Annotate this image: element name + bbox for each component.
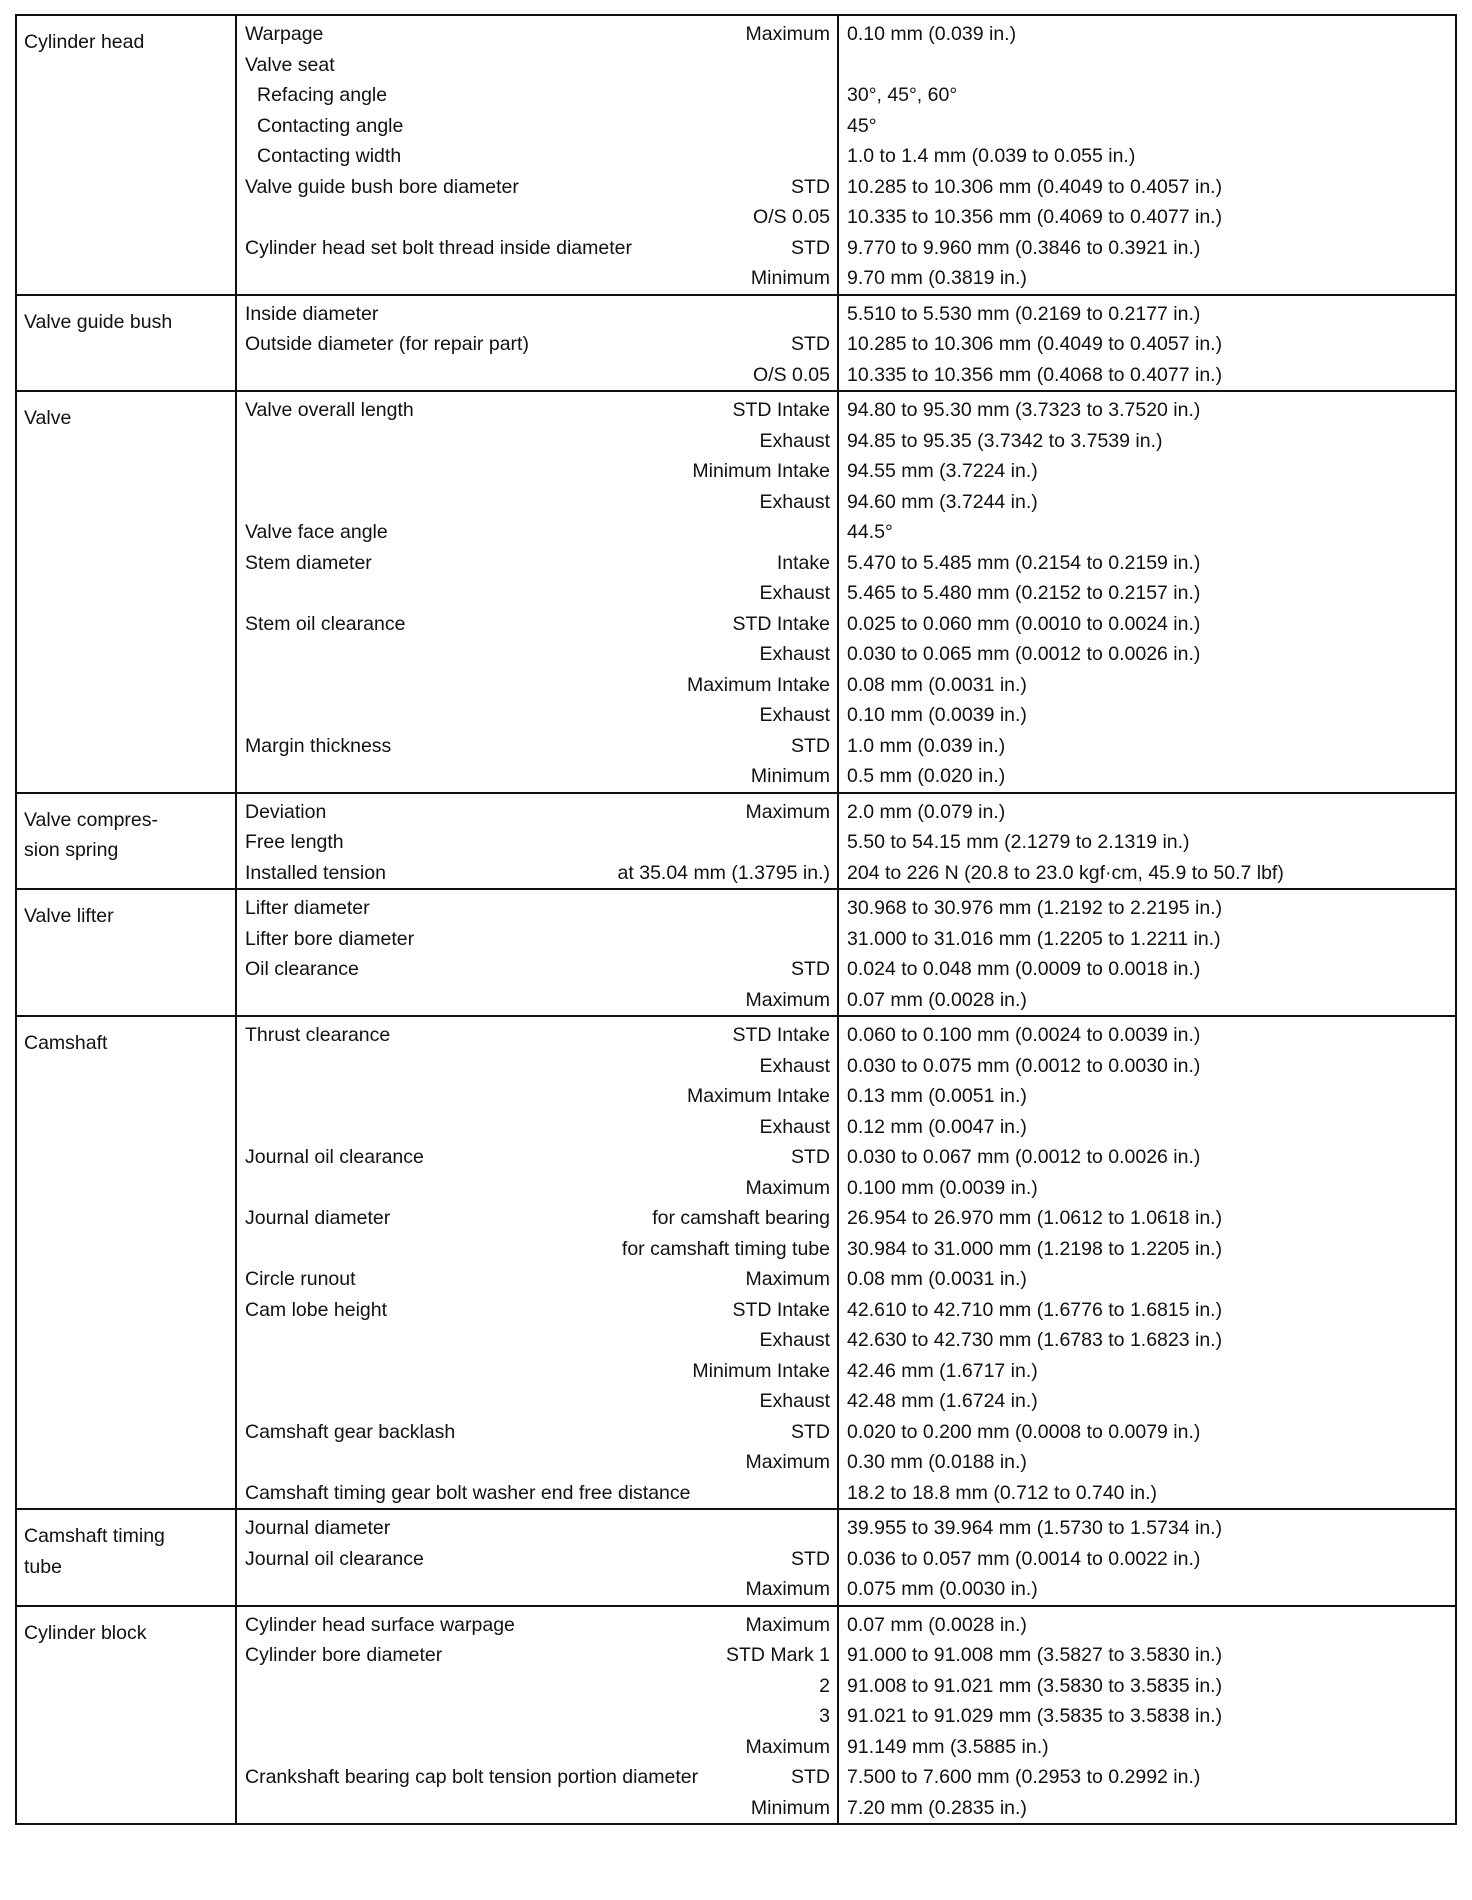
item-qualifier: STD xyxy=(791,1547,830,1570)
item-qualifier: Exhaust xyxy=(759,582,830,604)
item-label: Lifter bore diameter xyxy=(245,927,415,950)
item-value: 9.70 mm (0.3819 in.) xyxy=(847,267,1027,289)
section-row xyxy=(16,295,1456,392)
item-line xyxy=(237,299,837,330)
item-qualifier: Exhaust xyxy=(759,704,830,726)
item-value: 0.025 to 0.060 mm (0.0010 to 0.0024 in.) xyxy=(847,612,1201,635)
item-label xyxy=(245,670,687,701)
item-line xyxy=(237,202,837,233)
item-value: 1.0 to 1.4 mm (0.039 to 0.055 in.) xyxy=(847,145,1136,167)
item-cell xyxy=(236,295,838,392)
item-label xyxy=(245,1325,760,1356)
item-line xyxy=(237,1574,837,1605)
item-line xyxy=(237,893,837,924)
item-label: Journal oil clearance xyxy=(245,1547,424,1570)
item-value: 91.021 to 91.029 mm (3.5835 to 3.5838 in.) xyxy=(847,1705,1223,1727)
item-line xyxy=(237,858,837,889)
item-value: 45° xyxy=(847,114,877,137)
item-line xyxy=(237,1203,837,1234)
item-line xyxy=(237,233,837,264)
item-value: 0.07 mm (0.0028 in.) xyxy=(847,988,1027,1011)
item-label xyxy=(245,1234,622,1265)
component-name: Valve xyxy=(24,407,72,429)
section-row xyxy=(16,1016,1456,1509)
item-line xyxy=(237,797,837,828)
component-cell xyxy=(16,15,236,295)
item-line xyxy=(237,954,837,985)
value-cell xyxy=(838,889,1456,1016)
item-line xyxy=(237,1051,837,1082)
item-line xyxy=(237,1640,837,1671)
item-qualifier: Maximum xyxy=(745,1268,830,1290)
item-label: Refacing angle xyxy=(257,84,388,106)
item-value: 42.46 mm (1.6717 in.) xyxy=(847,1359,1038,1382)
item-qualifier: Exhaust xyxy=(759,1054,830,1077)
item-value: 42.48 mm (1.6724 in.) xyxy=(847,1390,1038,1412)
item-label xyxy=(245,1671,819,1702)
item-label: Valve guide bush bore diameter xyxy=(245,175,519,198)
item-label xyxy=(245,1732,745,1763)
item-qualifier: 2 xyxy=(819,1674,830,1697)
value-cell xyxy=(838,793,1456,890)
component-name: Valve guide bush xyxy=(24,310,173,333)
item-qualifier: Minimum Intake xyxy=(692,1359,830,1382)
item-value: 204 to 226 N (20.8 to 23.0 kgf·cm, 45.9 to 50.7 lbf) xyxy=(847,861,1284,884)
item-label xyxy=(245,202,753,233)
component-cell xyxy=(16,1016,236,1509)
item-label: Cylinder bore diameter xyxy=(245,1644,443,1666)
item-line xyxy=(237,517,837,548)
item-line xyxy=(237,395,837,426)
item-label: Installed tension xyxy=(245,861,386,884)
item-value: 0.060 to 0.100 mm (0.0024 to 0.0039 in.) xyxy=(847,1024,1201,1046)
item-qualifier: Exhaust xyxy=(759,490,830,513)
item-value: 0.5 mm (0.020 in.) xyxy=(847,765,1006,787)
item-value: 26.954 to 26.970 mm (1.0612 to 1.0618 in.) xyxy=(847,1207,1223,1229)
item-label xyxy=(245,985,745,1016)
item-label xyxy=(245,1051,760,1082)
component-cell xyxy=(16,1509,236,1606)
item-cell xyxy=(236,1606,838,1825)
item-value: 39.955 to 39.964 mm (1.5730 to 1.5734 in.) xyxy=(847,1517,1223,1539)
component-name: Valve compres- sion spring xyxy=(24,808,159,861)
item-qualifier: Minimum xyxy=(750,267,830,289)
item-qualifier: Maximum xyxy=(745,988,830,1011)
section-row xyxy=(16,15,1456,295)
item-value: 0.08 mm (0.0031 in.) xyxy=(847,673,1027,696)
item-value: 44.5° xyxy=(847,521,893,543)
item-value: 94.85 to 95.35 (3.7342 to 3.7539 in.) xyxy=(847,429,1163,452)
item-label: Camshaft timing gear bolt washer end free distance xyxy=(245,1481,691,1504)
section-row xyxy=(16,391,1456,793)
item-value: 91.000 to 91.008 mm (3.5827 to 3.5830 in.) xyxy=(847,1644,1223,1666)
item-line xyxy=(237,1020,837,1051)
item-value: 7.500 to 7.600 mm (0.2953 to 0.2992 in.) xyxy=(847,1766,1201,1788)
item-label: Outside diameter (for repair part) xyxy=(245,333,529,355)
item-qualifier: at 35.04 mm (1.3795 in.) xyxy=(617,861,830,884)
item-line xyxy=(237,924,837,955)
item-label xyxy=(245,263,751,294)
item-value: 0.100 mm (0.0039 in.) xyxy=(847,1176,1038,1199)
item-line xyxy=(237,172,837,203)
item-line xyxy=(237,1081,837,1112)
item-qualifier: Maximum xyxy=(745,1613,830,1636)
item-qualifier: Minimum xyxy=(750,1796,830,1819)
item-qualifier: Maximum xyxy=(745,1735,830,1758)
item-qualifier: STD Intake xyxy=(732,612,830,635)
item-value: 5.50 to 54.15 mm (2.1279 to 2.1319 in.) xyxy=(847,831,1190,853)
item-line xyxy=(237,1447,837,1478)
item-value: 94.80 to 95.30 mm (3.7323 to 3.7520 in.) xyxy=(847,399,1201,421)
item-cell xyxy=(236,391,838,793)
item-qualifier: STD xyxy=(791,333,830,355)
item-label: Oil clearance xyxy=(245,958,359,980)
item-qualifier: STD xyxy=(791,1766,830,1788)
item-line xyxy=(237,700,837,731)
item-value: 0.030 to 0.065 mm (0.0012 to 0.0026 in.) xyxy=(847,643,1201,665)
item-value: 10.285 to 10.306 mm (0.4049 to 0.4057 in.) xyxy=(847,333,1223,355)
item-qualifier: Exhaust xyxy=(759,643,830,665)
section-row xyxy=(16,889,1456,1016)
value-cell xyxy=(838,1509,1456,1606)
item-value: 31.000 to 31.016 mm (1.2205 to 1.2211 in.) xyxy=(847,927,1221,950)
value-cell xyxy=(838,1016,1456,1509)
item-value: 30°, 45°, 60° xyxy=(847,84,958,106)
item-label: Valve overall length xyxy=(245,399,414,421)
item-line xyxy=(237,1610,837,1641)
item-qualifier: Exhaust xyxy=(759,1329,830,1351)
item-value: 0.075 mm (0.0030 in.) xyxy=(847,1578,1038,1600)
item-qualifier: STD xyxy=(791,958,830,980)
item-line xyxy=(237,360,837,391)
item-line xyxy=(237,1325,837,1356)
item-label xyxy=(245,1081,687,1112)
item-label: Cylinder head surface warpage xyxy=(245,1613,515,1636)
item-label xyxy=(245,1701,819,1732)
item-line xyxy=(237,263,837,294)
item-line xyxy=(237,731,837,762)
component-name: Cylinder head xyxy=(24,31,145,53)
section-row xyxy=(16,793,1456,890)
item-value: 0.030 to 0.067 mm (0.0012 to 0.0026 in.) xyxy=(847,1146,1201,1168)
item-label: Stem diameter xyxy=(245,551,372,574)
specification-table xyxy=(15,14,1457,1825)
item-qualifier: STD Intake xyxy=(732,1024,830,1046)
item-qualifier: Maximum xyxy=(745,800,830,823)
item-cell xyxy=(236,793,838,890)
item-label xyxy=(245,426,760,457)
item-label: Crankshaft bearing cap bolt tension portion diameter xyxy=(245,1766,699,1788)
item-line xyxy=(237,1356,837,1387)
item-label: Free length xyxy=(245,831,344,853)
item-label: Warpage xyxy=(245,23,324,45)
item-qualifier: STD Intake xyxy=(732,1298,830,1321)
component-name: Camshaft xyxy=(24,1032,108,1054)
item-qualifier: O/S 0.05 xyxy=(753,363,830,386)
component-cell xyxy=(16,391,236,793)
item-label xyxy=(245,578,760,609)
item-qualifier: Minimum xyxy=(750,765,830,787)
item-label: Valve face angle xyxy=(245,521,388,543)
item-value: 0.08 mm (0.0031 in.) xyxy=(847,1268,1027,1290)
item-qualifier: for camshaft bearing xyxy=(652,1207,830,1229)
item-qualifier: Maximum Intake xyxy=(686,1085,830,1107)
item-qualifier: Maximum xyxy=(745,1451,830,1473)
item-line xyxy=(237,50,837,81)
item-line xyxy=(237,1264,837,1295)
item-value: 0.020 to 0.200 mm (0.0008 to 0.0079 in.) xyxy=(847,1420,1201,1443)
item-line xyxy=(237,670,837,701)
component-cell xyxy=(16,889,236,1016)
item-label xyxy=(245,1386,760,1417)
item-line xyxy=(237,639,837,670)
item-value: 10.335 to 10.356 mm (0.4069 to 0.4077 in.) xyxy=(847,206,1223,228)
value-cell xyxy=(838,391,1456,793)
item-line xyxy=(237,1234,837,1265)
item-label: Valve seat xyxy=(245,53,335,76)
item-qualifier: for camshaft timing tube xyxy=(621,1237,830,1260)
item-cell xyxy=(236,1509,838,1606)
item-line xyxy=(237,1701,837,1732)
item-qualifier: STD xyxy=(791,1420,830,1443)
item-label: Deviation xyxy=(245,800,327,823)
item-value: 42.610 to 42.710 mm (1.6776 to 1.6815 in.) xyxy=(847,1298,1223,1321)
item-qualifier: STD Mark 1 xyxy=(725,1644,830,1666)
item-label xyxy=(245,1173,745,1204)
item-qualifier: STD xyxy=(791,175,830,198)
item-label xyxy=(245,487,760,518)
item-value: 91.008 to 91.021 mm (3.5830 to 3.5835 in.) xyxy=(847,1674,1223,1697)
item-label: Journal oil clearance xyxy=(245,1146,424,1168)
item-value: 0.10 mm (0.0039 in.) xyxy=(847,704,1027,726)
item-line xyxy=(237,426,837,457)
item-line xyxy=(237,985,837,1016)
item-qualifier: STD Intake xyxy=(732,399,830,421)
item-line xyxy=(237,1295,837,1326)
item-label xyxy=(245,1574,745,1605)
item-line xyxy=(237,1112,837,1143)
item-line xyxy=(237,1793,837,1824)
item-qualifier: Maximum xyxy=(745,1578,830,1600)
item-value: 1.0 mm (0.039 in.) xyxy=(847,734,1006,757)
item-label: Thrust clearance xyxy=(245,1024,391,1046)
item-label xyxy=(245,639,760,670)
item-line xyxy=(237,1478,837,1509)
item-value: 30.968 to 30.976 mm (1.2192 to 2.2195 in.) xyxy=(847,897,1223,919)
item-line xyxy=(237,456,837,487)
item-line xyxy=(237,19,837,50)
value-cell xyxy=(838,15,1456,295)
item-value: 2.0 mm (0.079 in.) xyxy=(847,800,1006,823)
item-qualifier: Minimum Intake xyxy=(692,460,830,482)
specification-table-body xyxy=(16,15,1456,1824)
item-label: Contacting width xyxy=(257,145,402,167)
item-value: 0.036 to 0.057 mm (0.0014 to 0.0022 in.) xyxy=(847,1547,1201,1570)
value-cell xyxy=(838,1606,1456,1825)
item-value: 0.13 mm (0.0051 in.) xyxy=(847,1085,1027,1107)
item-qualifier: STD xyxy=(791,734,830,757)
item-qualifier: Intake xyxy=(776,551,830,574)
component-cell xyxy=(16,1606,236,1825)
item-label xyxy=(245,1447,745,1478)
item-value: 42.630 to 42.730 mm (1.6783 to 1.6823 in.) xyxy=(847,1329,1223,1351)
item-label: Journal diameter xyxy=(245,1517,391,1539)
item-label xyxy=(245,1356,692,1387)
item-line xyxy=(237,578,837,609)
item-qualifier: Maximum xyxy=(745,1176,830,1199)
item-line xyxy=(237,548,837,579)
item-qualifier: Maximum xyxy=(745,23,830,45)
item-qualifier: Maximum Intake xyxy=(686,673,830,696)
item-value: 94.60 mm (3.7244 in.) xyxy=(847,490,1038,513)
component-cell xyxy=(16,793,236,890)
item-label xyxy=(245,761,751,792)
item-value: 5.470 to 5.485 mm (0.2154 to 0.2159 in.) xyxy=(847,551,1201,574)
value-cell xyxy=(838,295,1456,392)
section-row xyxy=(16,1509,1456,1606)
item-line xyxy=(237,141,837,172)
item-value: 5.510 to 5.530 mm (0.2169 to 0.2177 in.) xyxy=(847,302,1201,325)
item-line xyxy=(237,329,837,360)
item-label xyxy=(245,360,753,391)
item-label: Inside diameter xyxy=(245,302,379,325)
item-value: 0.10 mm (0.039 in.) xyxy=(847,23,1017,45)
item-line xyxy=(237,111,837,142)
item-value: 10.285 to 10.306 mm (0.4049 to 0.4057 in.) xyxy=(847,175,1223,198)
item-label xyxy=(245,700,760,731)
item-line xyxy=(237,487,837,518)
item-label xyxy=(245,1793,751,1824)
item-value: 9.770 to 9.960 mm (0.3846 to 0.3921 in.) xyxy=(847,236,1201,259)
item-label: Camshaft gear backlash xyxy=(245,1420,456,1443)
item-line xyxy=(237,1544,837,1575)
item-qualifier: O/S 0.05 xyxy=(753,206,830,228)
item-qualifier: Exhaust xyxy=(759,1115,830,1138)
item-cell xyxy=(236,889,838,1016)
item-label: Margin thickness xyxy=(245,734,392,757)
item-qualifier: Exhaust xyxy=(759,429,830,452)
item-label: Cam lobe height xyxy=(245,1298,388,1321)
item-qualifier: Exhaust xyxy=(759,1390,830,1412)
item-value: 30.984 to 31.000 mm (1.2198 to 1.2205 in.) xyxy=(847,1237,1223,1260)
item-qualifier: 3 xyxy=(819,1705,830,1727)
item-value: 7.20 mm (0.2835 in.) xyxy=(847,1796,1027,1819)
component-name: Cylinder block xyxy=(24,1621,147,1644)
item-label: Journal diameter xyxy=(245,1207,391,1229)
component-name: Camshaft timing tube xyxy=(24,1525,165,1578)
item-label: Cylinder head set bolt thread inside diameter xyxy=(245,236,632,259)
item-label: Stem oil clearance xyxy=(245,612,406,635)
item-line xyxy=(237,1142,837,1173)
item-qualifier: STD xyxy=(791,1146,830,1168)
item-line xyxy=(237,1671,837,1702)
item-line xyxy=(237,1386,837,1417)
component-cell xyxy=(16,295,236,392)
section-row xyxy=(16,1606,1456,1825)
item-value: 5.465 to 5.480 mm (0.2152 to 0.2157 in.) xyxy=(847,582,1201,604)
item-line xyxy=(237,609,837,640)
item-label: Lifter diameter xyxy=(245,897,370,919)
item-line xyxy=(237,1732,837,1763)
component-name: Valve lifter xyxy=(24,905,114,927)
item-cell xyxy=(236,15,838,295)
item-value: 0.07 mm (0.0028 in.) xyxy=(847,1613,1027,1636)
item-value: 0.30 mm (0.0188 in.) xyxy=(847,1451,1027,1473)
item-value: 94.55 mm (3.7224 in.) xyxy=(847,460,1038,482)
item-value: 0.030 to 0.075 mm (0.0012 to 0.0030 in.) xyxy=(847,1054,1201,1077)
item-line xyxy=(237,827,837,858)
item-cell xyxy=(236,1016,838,1509)
item-line xyxy=(237,1417,837,1448)
item-qualifier: STD xyxy=(791,236,830,259)
item-line xyxy=(237,80,837,111)
item-line xyxy=(237,1762,837,1793)
item-value xyxy=(847,50,1455,81)
item-value: 10.335 to 10.356 mm (0.4068 to 0.4077 in.) xyxy=(847,363,1223,386)
item-line xyxy=(237,761,837,792)
item-line xyxy=(237,1173,837,1204)
item-value: 0.12 mm (0.0047 in.) xyxy=(847,1115,1027,1138)
item-label: Circle runout xyxy=(245,1268,356,1290)
item-label xyxy=(245,1112,760,1143)
item-value: 0.024 to 0.048 mm (0.0009 to 0.0018 in.) xyxy=(847,958,1201,980)
item-value: 18.2 to 18.8 mm (0.712 to 0.740 in.) xyxy=(847,1481,1158,1504)
item-label: Contacting angle xyxy=(257,114,404,137)
item-value: 91.149 mm (3.5885 in.) xyxy=(847,1735,1049,1758)
item-line xyxy=(237,1513,837,1544)
item-label xyxy=(245,456,692,487)
